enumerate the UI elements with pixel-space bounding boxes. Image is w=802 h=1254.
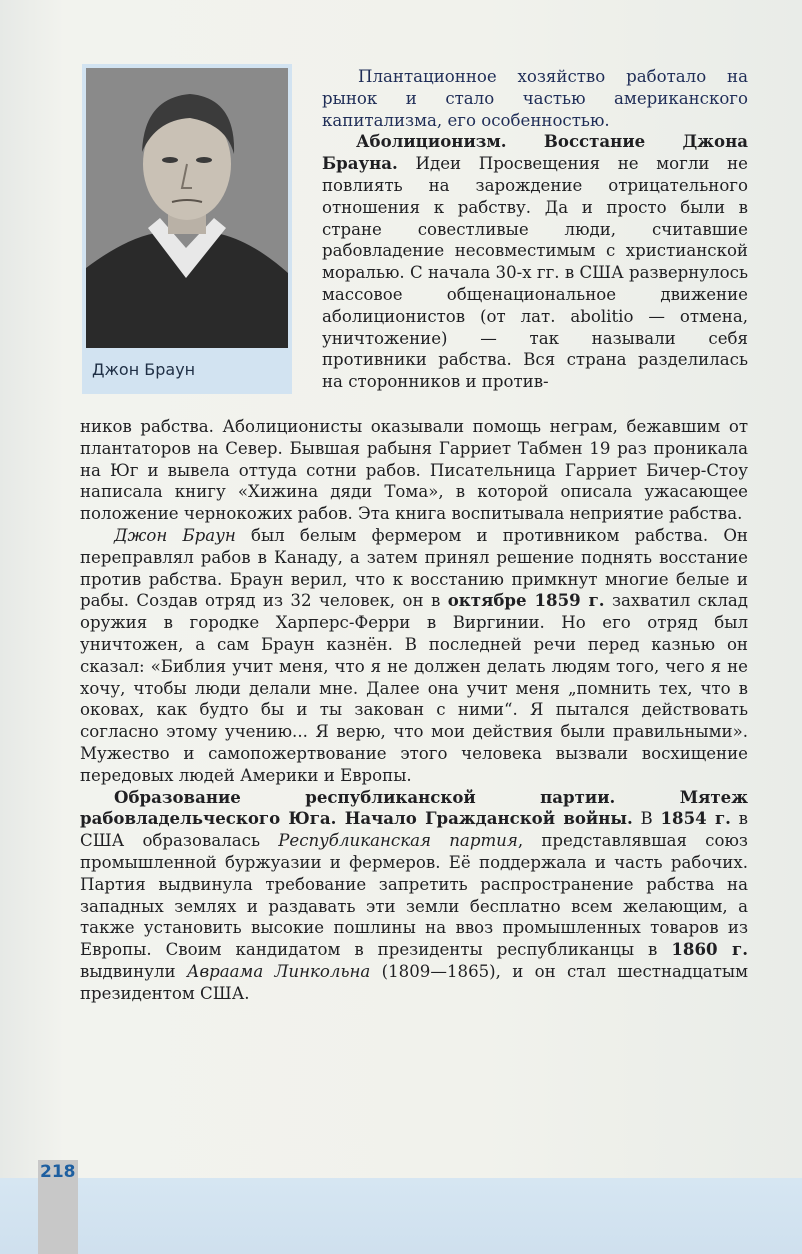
portrait-figure <box>82 64 292 394</box>
section2-text-5: (1809—1865), и он стал шестнадцатым президентом США. <box>80 961 748 1003</box>
section1-continued: ников рабства. Аболиционисты оказывали помощь неграм, бежавшим от плантаторов на Север. Бывшая рабыня Гарриет Табмен 19 раз проникала на Юг и вывела оттуда сотни рабов. Писательница Гарриет Бичер-Стоу написала книгу «Хижина дяди Тома», в которой описала ужасающее положение чернокожих рабов. Эта книга воспитывала неприятие рабства. <box>80 417 748 524</box>
section1-heading: Аболиционизм. Восстание Джона Брауна. <box>322 131 748 174</box>
brown-date: октябре 1859 г. <box>447 590 605 611</box>
section2-text-2: в США образовалась <box>80 809 748 851</box>
bottom-band <box>0 1178 802 1254</box>
section2-party: Республиканская партия <box>278 831 518 851</box>
section2-text-1: В <box>632 809 661 829</box>
page-number: 218 <box>40 1162 76 1182</box>
section1-right-text: Идеи Просвещения не могли не повлиять на зарождение отрицательного отношения к рабству. Да и просто были в стране совестливые люди, считавшие рабовладение несовместимым с христианской моралью. С начала 30-х гг. в США развернулось массовое общенациональное движение аболиционистов (от лат. abolitio — отмена, уничтожение) — так называли себя противники рабства. Вся страна разделилась на сторонников и против- <box>322 154 748 392</box>
section2-text-3: , представлявшая союз промышленной буржуазии и фермеров. Её поддержала и часть рабочих. Партия выдвинула требование запретить распространение рабства на западных землях и раздавать эти земли бесплатно всем желающим, а также установить высокие пошлины на ввоз промышленных товаров из Европы. Своим кандидатом в президенты республиканцы в <box>80 831 748 960</box>
section2-lincoln: Авраама Линкольна <box>186 961 371 981</box>
section2-paragraph <box>80 787 748 1005</box>
brown-name: Джон Браун <box>114 525 236 545</box>
right-column-text <box>322 66 748 393</box>
full-width-text <box>80 416 748 1005</box>
section2-year-1854: 1854 г. <box>660 808 731 829</box>
brown-text-2: захватил склад оружия в городке Харперс-Ферри в Виргинии. Но его отряд был уничтожен, а сам Браун казнён. В последней речи перед казнью он сказал: «Библия учит меня, что я не должен делать людям того, чего я не хочу, чтобы люди делали мне. Далее она учит меня „помнить тех, что в оковах, как будто бы и ты закован с ними“. Я пытался действовать согласно этому учению... Я верю, что мои действия были правильными». Мужество и самопожертвование этого человека вызвали восхищение передовых людей Америки и Европы. <box>80 591 748 785</box>
section2-year-1860: 1860 г. <box>671 939 748 960</box>
brown-paragraph <box>80 525 748 787</box>
intro-paragraph: Плантационное хозяйство работало на рынок и стало частью американского капитализма, его особенностью. <box>322 67 748 130</box>
section1-paragraph <box>322 131 748 393</box>
section2-heading: Образование республиканской партии. Мятеж рабовладельческого Юга. Начало Гражданской войны. <box>80 786 748 829</box>
portrait-image <box>86 68 288 348</box>
brown-text-1: был белым фермером и противником рабства. Он переправлял рабов в Канаду, а затем принял решение поднять восстание против рабства. Браун верил, что к восстанию примкнут многие белые и рабы. Создав отряд из 32 человек, он в <box>80 525 748 611</box>
portrait-caption: Джон Браун <box>92 360 196 379</box>
portrait-photo <box>86 68 288 348</box>
section2-text-4: выдвинули <box>80 961 187 981</box>
